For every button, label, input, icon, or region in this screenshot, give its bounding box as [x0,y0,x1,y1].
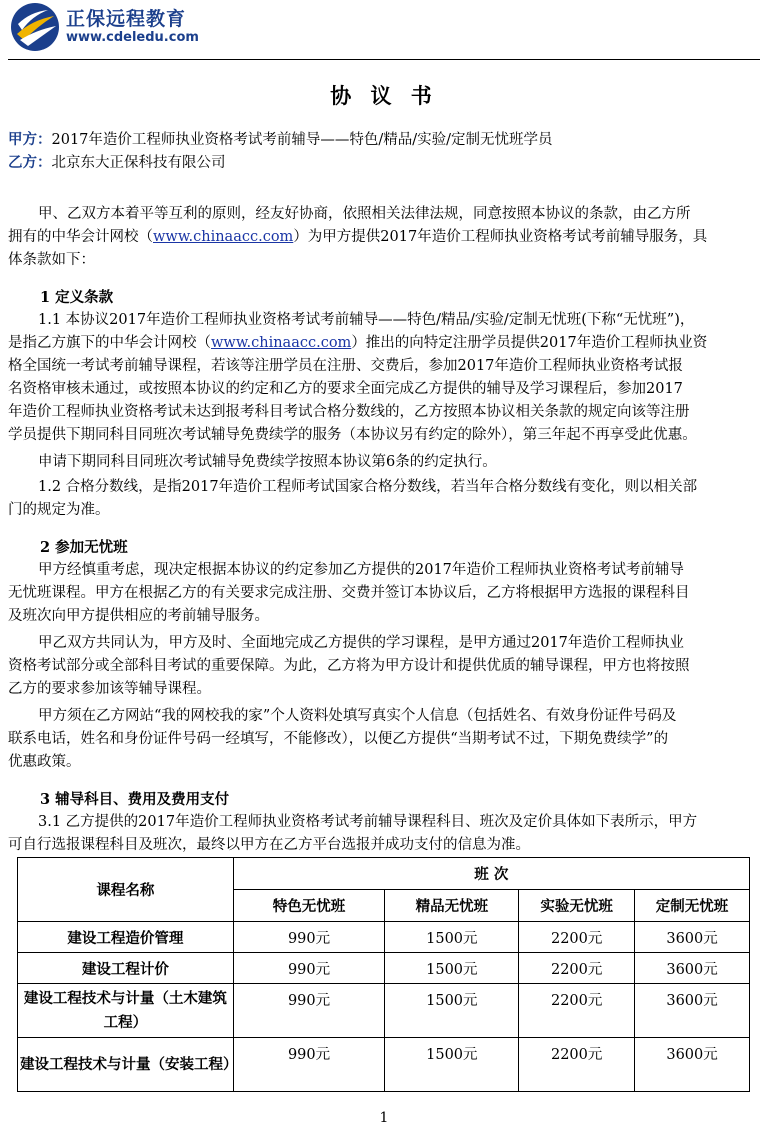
clause-1-1-line [8,332,760,355]
table-row [18,953,750,984]
table-row [18,922,750,953]
class-header: 班 次 [233,858,749,890]
course-name: 建设工程技术与计量（土木建筑工程） [18,984,234,1038]
cdeledu-logo-icon [10,2,60,52]
clause-1-1-note: 申请下期同科目同班次考试辅导免费续学按照本协议第6条的约定执行。 [38,454,497,470]
brand-name: 正保远程教育 [66,8,187,30]
price-cell: 1500元 [385,984,519,1038]
party-b-value: 北京东大正保科技有限公司 [51,155,226,171]
clause-1-1-line: 1.1 本协议2017年造价工程师执业资格考试考前辅导——特色/精品/实验/定制无忧班(下称“无忧班”)， [38,312,695,328]
section-2-line: 甲方须在乙方网站“我的网校我的家”个人资料处填写真实个人信息（包括姓名、有效身份证件号码及 [38,708,677,724]
section-2-line: 甲方经慎重考虑，现决定根据本协议的约定参加乙方提供的2017年造价工程师执业资格考试考前辅导 [38,562,684,578]
price-cell: 2200元 [519,922,635,953]
price-cell: 3600元 [635,953,750,984]
column-header: 精品无忧班 [385,890,519,922]
course-name-header: 课程名称 [18,858,234,922]
intro-text: 拥有的中华会计网校（ [8,229,153,245]
page-number: 1 [379,1110,389,1126]
clause-1-2-line: 1.2 合格分数线，是指2017年造价工程师考试国家合格分数线，若当年合格分数线有变化，则以相关部 [38,479,698,495]
intro-line-2 [8,226,760,249]
price-cell: 3600元 [635,922,750,953]
course-name: 建设工程计价 [18,953,234,984]
price-cell: 2200元 [519,1038,635,1092]
table-row [18,1038,750,1092]
section-3-line: 可自行选报课程科目及班次，最终以甲方在乙方平台选报并成功支付的信息为准。 [8,837,530,853]
price-cell: 990元 [233,922,385,953]
price-cell: 990元 [233,1038,385,1092]
price-cell: 1500元 [385,953,519,984]
party-a-label: 甲方： [8,131,52,148]
party-b-label: 乙方： [8,154,52,171]
column-header: 特色无忧班 [233,890,385,922]
section-2-heading: 2 参加无忧班 [40,539,128,556]
chinaacc-link[interactable]: www.chinaacc.com [211,335,352,351]
section-2-line: 资格考试部分或全部科目考试的重要保障。为此，乙方将为甲方设计和提供优质的辅导课程，甲方也将按照 [8,658,690,674]
chinaacc-link[interactable]: www.chinaacc.com [153,229,294,245]
clause-1-1-line: 学员提供下期同科目同班次考试辅导免费续学的服务（本协议另有约定的除外），第三年起不再享受此优惠。 [8,427,697,443]
price-cell: 3600元 [635,984,750,1038]
price-cell: 1500元 [385,922,519,953]
price-cell: 1500元 [385,1038,519,1092]
price-cell: 2200元 [519,953,635,984]
section-2-line: 甲乙双方共同认为，甲方及时、全面地完成乙方提供的学习课程，是甲方通过2017年造价工程师执业 [38,635,684,651]
clause-1-1-line: 名资格审核未通过，或按照本协议的约定和乙方的要求全面完成乙方提供的辅导及学习课程后，参加2017 [8,381,683,397]
intro-text: ）为甲方提供2017年造价工程师执业资格考试考前辅导服务，具 [293,229,708,245]
price-cell: 2200元 [519,984,635,1038]
brand-url: www.cdeledu.com [66,30,199,45]
section-2-line: 优惠政策。 [8,754,81,770]
column-header: 实验无忧班 [519,890,635,922]
header-divider [8,59,760,60]
price-cell: 990元 [233,984,385,1038]
section-2-line: 联系电话，姓名和身份证件号码一经填写，不能修改），以便乙方提供“当期考试不过，下期免费续学”的 [8,731,669,747]
page-header [8,0,760,60]
section-2-line: 及班次向甲方提供相应的考前辅导服务。 [8,608,269,624]
clause-text: ）推出的向特定注册学员提供2017年造价工程师执业资 [351,335,708,351]
column-header: 定制无忧班 [635,890,750,922]
course-name: 建设工程造价管理 [18,922,234,953]
price-cell: 3600元 [635,1038,750,1092]
section-3-heading: 3 辅导科目、费用及费用支付 [40,791,230,808]
document-title: 协 议 书 [330,83,438,108]
section-2-line: 乙方的要求参加该等辅导课程。 [8,681,211,697]
section-2-line: 无忧班课程。甲方在根据乙方的有关要求完成注册、交费并签订本协议后，乙方将根据甲方选报的课程科目 [8,585,690,601]
party-a-value: 2017年造价工程师执业资格考试考前辅导——特色/精品/实验/定制无忧班学员 [51,132,553,148]
table-row [18,984,750,1038]
course-name: 建设工程技术与计量（安装工程） [18,1038,234,1092]
price-cell: 990元 [233,953,385,984]
section-1-heading: 1 定义条款 [40,289,114,306]
party-b [8,151,760,175]
intro-line-3: 体条款如下： [8,252,95,268]
clause-1-1-line: 格全国统一考试考前辅导课程，若该等注册学员在注册、交费后，参加2017年造价工程师执业资格考试报 [8,358,683,374]
section-3-line: 3.1 乙方提供的2017年造价工程师执业资格考试考前辅导课程科目、班次及定价具体如下表所示，甲方 [38,814,698,830]
price-table [17,857,750,1092]
party-a [8,128,760,152]
clause-1-1-line: 年造价工程师执业资格考试未达到报考科目考试合格分数线的，乙方按照本协议相关条款的规定向该等注册 [8,404,690,420]
clause-1-2-line: 门的规定为准。 [8,502,110,518]
clause-text: 是指乙方旗下的中华会计网校（ [8,335,211,351]
intro-line-1: 甲、乙双方本着平等互利的原则，经友好协商，依照相关法律法规，同意按照本协议的条款，由乙方所 [38,206,691,222]
